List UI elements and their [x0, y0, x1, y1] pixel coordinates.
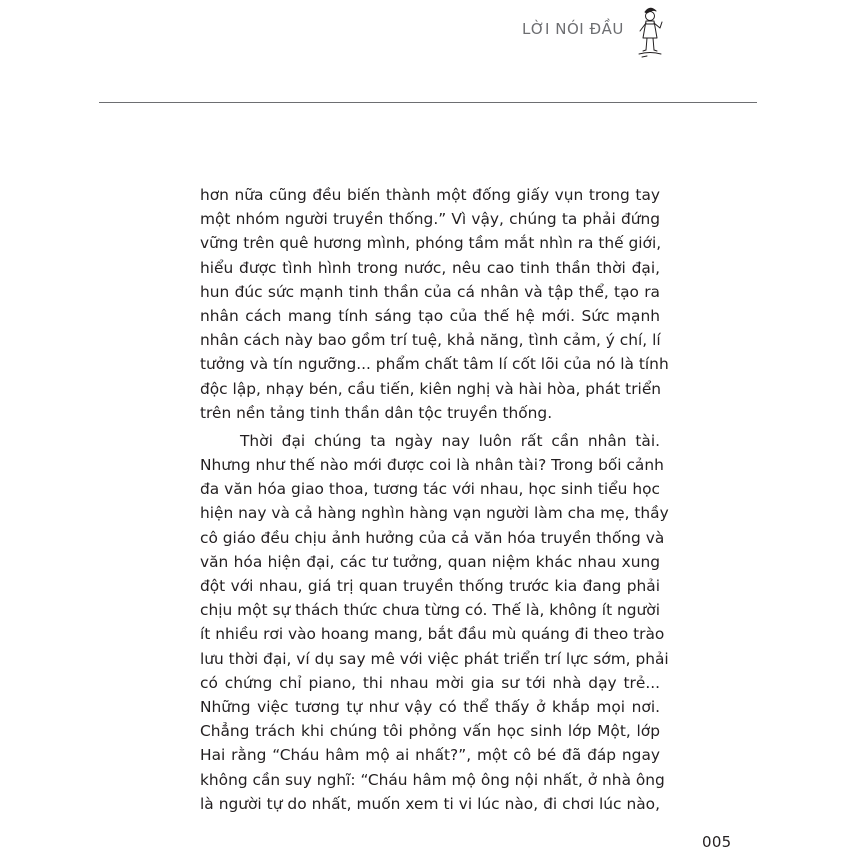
body-text: [200, 183, 669, 816]
child-figure-icon: [633, 4, 667, 66]
text-line: đa văn hóa giao thoa, tương tác với nhau, học sinh tiểu học: [200, 480, 660, 499]
text-line: ít nhiều rơi vào hoang mang, bắt đầu mù quáng đi theo trào: [200, 625, 665, 644]
text-line: nhân cách này bao gồm trí tuệ, khả năng, tình cảm, ý chí, lí: [200, 331, 661, 350]
text-line: là người tự do nhất, muốn xem ti vi lúc nào, đi chơi lúc nào,: [200, 794, 660, 813]
text-line: không cần suy nghĩ: “Cháu hâm mộ ông nội nhất, ở nhà ông: [200, 770, 665, 789]
running-header-title: LỜI NÓI ĐẦU: [522, 20, 624, 38]
text-line: văn hóa hiện đại, các tư tưởng, quan niệm khác nhau xung: [200, 552, 660, 571]
text-line: hơn nữa cũng đều biến thành một đống giấy vụn trong tay: [200, 186, 660, 204]
text-line: chịu một sự thách thức chưa từng có. Thế là, không ít người: [200, 601, 660, 620]
text-line: lưu thời đại, ví dụ say mê với việc phát triển trí lực sớm, phải: [200, 649, 669, 668]
text-line: tưởng và tín ngưỡng... phẩm chất tâm lí cốt lõi của nó là tính: [200, 355, 669, 374]
text-line: Hai rằng “Cháu hâm mộ ai nhất?”, một cô bé đã đáp ngay: [200, 746, 660, 765]
text-line: trên nền tảng tinh thần dân tộc truyền thống.: [200, 403, 553, 422]
page-number: 005: [702, 833, 732, 851]
text-line: hun đúc sức mạnh tinh thần của cá nhân và tập thể, tạo ra: [200, 282, 660, 301]
text-line: hiểu được tình hình trong nước, nêu cao tinh thần thời đại,: [200, 258, 660, 277]
text-line: Những việc tương tự như vậy có thể thấy ở khắp mọi nơi.: [200, 697, 660, 716]
header-divider: [99, 102, 757, 103]
text-line: một nhóm người truyền thống.” Vì vậy, chúng ta phải đứng: [200, 210, 660, 229]
text-line: Thời đại chúng ta ngày nay luôn rất cần nhân tài.: [240, 431, 660, 450]
paragraph-2: [200, 429, 669, 816]
text-line: Nhưng như thế nào mới được coi là nhân tài? Trong bối cảnh: [200, 456, 664, 475]
paragraph-1: [200, 183, 669, 425]
text-line: hiện nay và cả hàng nghìn hàng vạn người làm cha mẹ, thầy: [200, 504, 669, 523]
text-line: vững trên quê hương mình, phóng tầm mắt nhìn ra thế giới,: [200, 234, 662, 253]
text-line: cô giáo đều chịu ảnh hưởng của cả văn hóa truyền thống và: [200, 528, 665, 547]
text-line: nhân cách mang tính sáng tạo của thế hệ mới. Sức mạnh: [200, 306, 660, 325]
text-line: độc lập, nhạy bén, cầu tiến, kiên nghị và hài hòa, phát triển: [200, 379, 662, 398]
text-line: đột với nhau, giá trị quan truyền thống trước kia đang phải: [200, 577, 660, 595]
text-line: Chẳng trách khi chúng tôi phỏng vấn học sinh lớp Một, lớp: [200, 722, 660, 741]
text-line: có chứng chỉ piano, thi nhau mời gia sư tới nhà dạy trẻ...: [200, 673, 660, 692]
